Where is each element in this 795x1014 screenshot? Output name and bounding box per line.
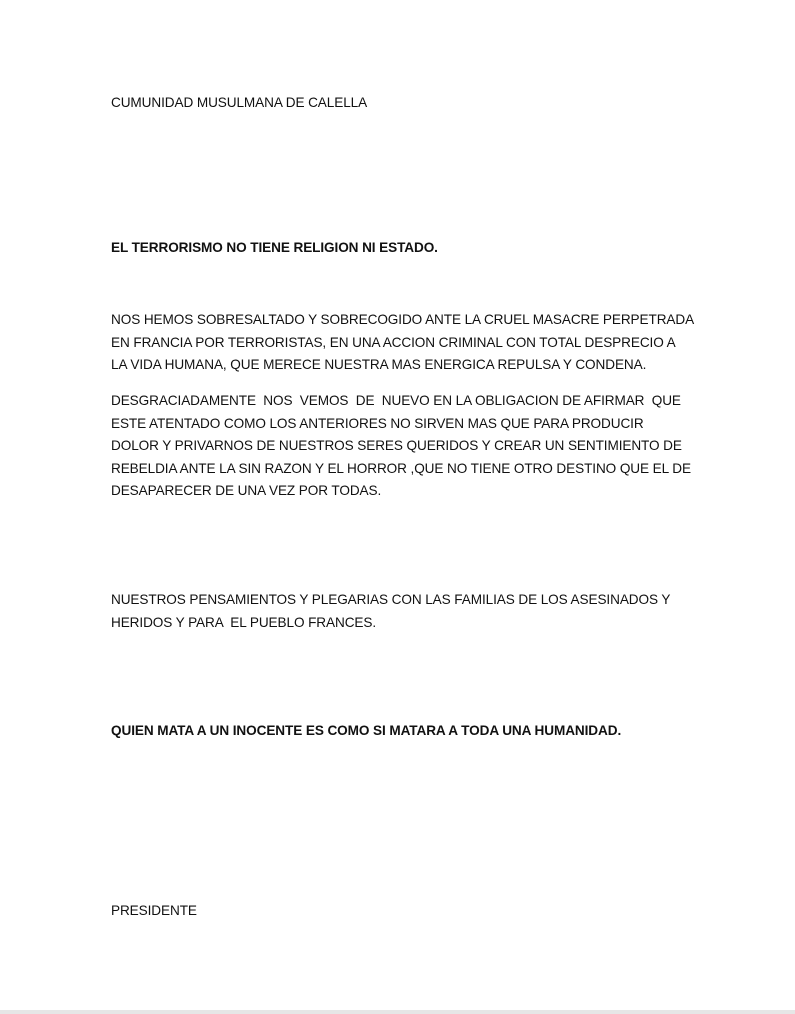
paragraph-2-line: DESAPARECER DE UNA VEZ POR TODAS. xyxy=(111,483,382,498)
paragraph-1-line: LA VIDA HUMANA, QUE MERECE NUESTRA MAS ENERGICA REPULSA Y CONDENA. xyxy=(111,357,647,372)
organization-name: CUMUNIDAD MUSULMANA DE CALELLA xyxy=(111,95,368,110)
paragraph-3-line: HERIDOS Y PARA EL PUEBLO FRANCES. xyxy=(111,614,377,630)
paragraph-3-line: NUESTROS PENSAMIENTOS Y PLEGARIAS CON LAS FAMILIAS DE LOS ASESINADOS Y xyxy=(111,592,671,607)
paragraph-2-line: REBELDIA ANTE LA SIN RAZON Y EL HORROR ,QUE NO TIENE OTRO DESTINO QUE EL DE xyxy=(111,460,691,476)
paragraph-3 xyxy=(111,589,691,634)
paragraph-2-line: DESGRACIADAMENTE NOS VEMOS DE NUEVO EN LA OBLIGACION DE AFIRMAR QUE xyxy=(111,393,681,408)
paragraph-1-line: NOS HEMOS SOBRESALTADO Y SOBRECOGIDO ANTE LA CRUEL MASACRE PERPETRADA xyxy=(111,312,695,327)
paragraph-2-line: ESTE ATENTADO COMO LOS ANTERIORES NO SIRVEN MAS QUE PARA PRODUCIR xyxy=(111,415,644,431)
paragraph-2-line: DOLOR Y PRIVARNOS DE NUESTROS SERES QUERIDOS Y CREAR UN SENTIMIENTO DE xyxy=(111,438,682,453)
paragraph-1 xyxy=(111,309,695,377)
headline: EL TERRORISMO NO TIENE RELIGION NI ESTADO. xyxy=(111,240,438,255)
page-bottom-edge xyxy=(0,1010,795,1014)
paragraph-2 xyxy=(111,390,691,503)
paragraph-1-line: EN FRANCIA POR TERRORISTAS, EN UNA ACCION CRIMINAL CON TOTAL DESPRECIO A xyxy=(111,334,676,350)
closing-quote: QUIEN MATA A UN INOCENTE ES COMO SI MATARA A TODA UNA HUMANIDAD. xyxy=(111,723,622,738)
signature-title: PRESIDENTE xyxy=(111,903,197,918)
